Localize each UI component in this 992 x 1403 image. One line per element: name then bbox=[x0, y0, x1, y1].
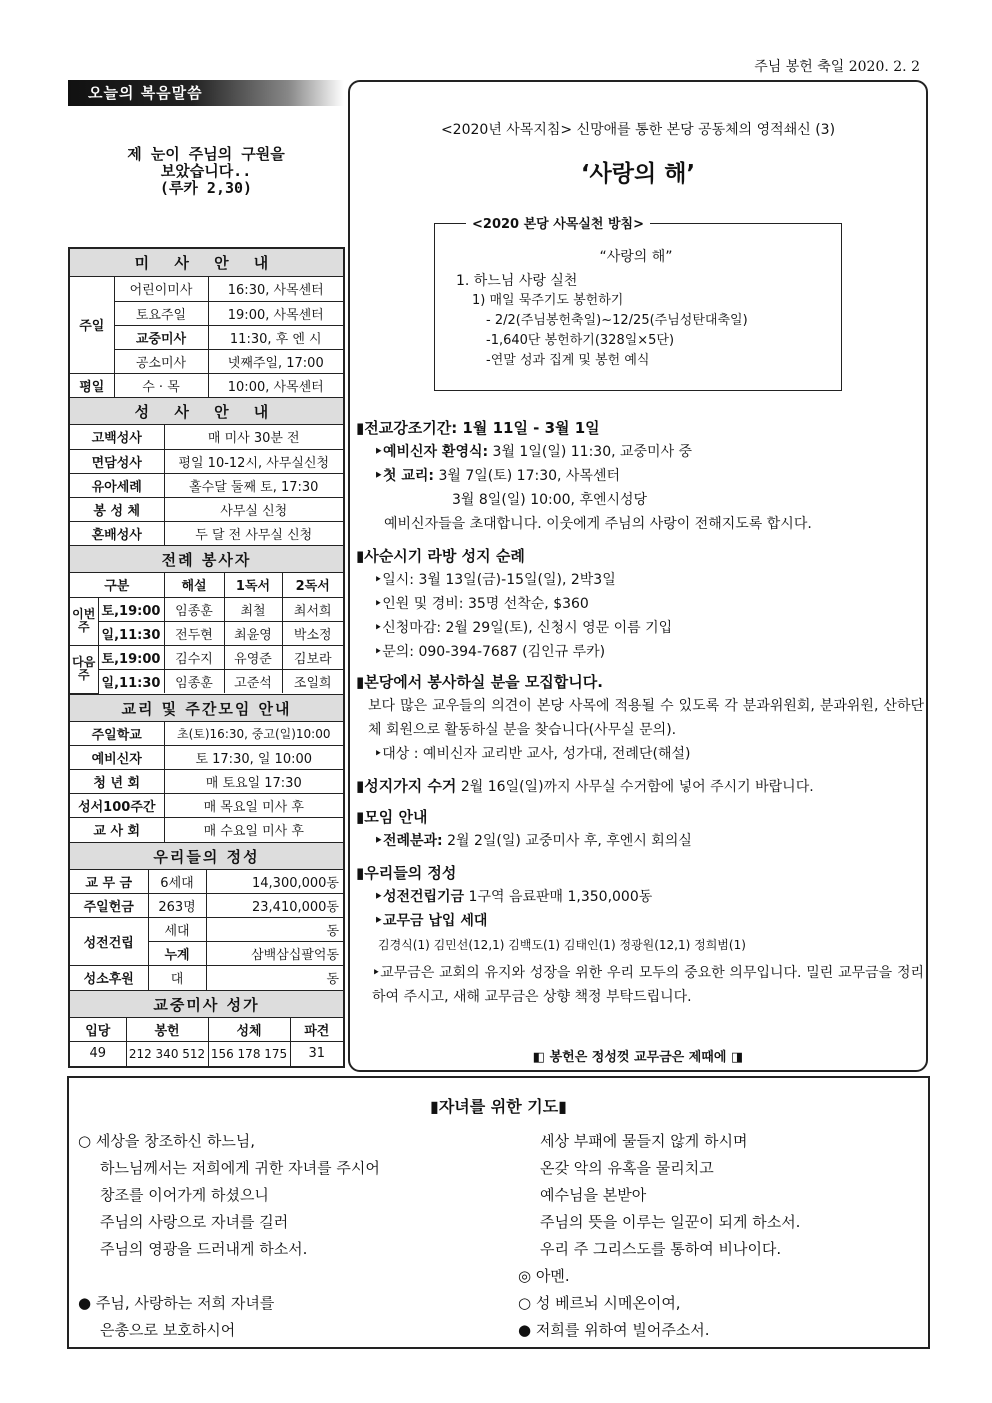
server-name: 조일희 bbox=[282, 669, 343, 693]
servers-table bbox=[70, 573, 343, 694]
news-text: 1구역 음료판매 1,350,000동 bbox=[464, 889, 653, 905]
mass-time: 넷째주일, 17:00 bbox=[208, 349, 343, 373]
prayer-line: 세상 부패에 물들지 않게 하시며 bbox=[540, 1132, 748, 1150]
sacrament-name: 고백성사 bbox=[70, 425, 164, 449]
news-label: ‣예비신자 환영식: bbox=[374, 444, 489, 460]
hymn-header: 파견 bbox=[290, 1018, 343, 1042]
pastoral-title: ‘사랑의 해’ bbox=[580, 161, 696, 187]
news-line: ‣일시: 3월 13일(금)-15일(일), 2박3일 bbox=[374, 572, 616, 588]
news-text: 3월 7일(토) 17:30, 사목센터 bbox=[434, 468, 621, 484]
server-name: 최윤영 bbox=[224, 621, 282, 645]
mass-time: 11:30, 후 엔 시 bbox=[208, 325, 343, 349]
news-label: ‣교무금 납입 세대 bbox=[374, 913, 488, 929]
offering-name: 주일헌금 bbox=[70, 894, 148, 918]
servers-header: 해설 bbox=[164, 573, 224, 597]
prayer-line: 주님의 영광을 드러내게 하소서. bbox=[100, 1240, 308, 1258]
prayer-spacer bbox=[78, 1263, 498, 1290]
info-sidebar bbox=[68, 247, 345, 1068]
news-text: 2월 2일(일) 교중미사 후, 후엔시 회의실 bbox=[442, 833, 692, 849]
prayer-line: 온갖 악의 유혹을 물리치고 bbox=[540, 1159, 714, 1177]
meeting-name: 주일학교 bbox=[70, 722, 164, 746]
news-line bbox=[356, 464, 924, 488]
news-line bbox=[356, 774, 924, 799]
mass-time: 10:00, 사목센터 bbox=[208, 373, 343, 397]
offering-section-title: 우리들의 정성 bbox=[70, 842, 343, 870]
hymn-number: 31 bbox=[290, 1042, 343, 1066]
prayer-left-column bbox=[78, 1128, 498, 1344]
hymn-header: 입당 bbox=[70, 1018, 126, 1042]
prayer-line: ○ 성 베르뇌 시메온이여, bbox=[518, 1294, 681, 1312]
servers-header: 1독서 bbox=[224, 573, 282, 597]
server-name: 박소정 bbox=[282, 621, 343, 645]
meeting-value: 매 목요일 미사 후 bbox=[164, 794, 343, 818]
this-week-label: 이번주 bbox=[70, 597, 98, 645]
sacrament-value: 홀수달 둘째 토, 17:30 bbox=[164, 473, 343, 497]
offering-name: 교 무 금 bbox=[70, 870, 148, 894]
offering-value: 14,300,000동 bbox=[206, 870, 343, 894]
policy-line: - 2/2(주님봉헌축일)~12/25(주님성탄대축일) bbox=[486, 313, 748, 328]
server-name: 김보라 bbox=[282, 645, 343, 669]
sacrament-name: 유아세례 bbox=[70, 473, 164, 497]
meeting-value: 매 수요일 미사 후 bbox=[164, 818, 343, 842]
news-heading: ▮성지가지 수거 bbox=[356, 777, 457, 795]
meetings-table bbox=[70, 722, 343, 842]
policy-box-label: <2020 본당 사목실천 방침> bbox=[466, 213, 650, 232]
offering-sub: 6세대 bbox=[148, 870, 206, 894]
server-day: 토,19:00 bbox=[98, 597, 164, 621]
hymn-number: 212 340 512 bbox=[126, 1042, 208, 1066]
meeting-value: 초(토)16:30, 중고(일)10:00 bbox=[164, 722, 343, 746]
sacrament-name: 면담성사 bbox=[70, 449, 164, 473]
offering-sub: 263명 bbox=[148, 894, 206, 918]
policy-content bbox=[456, 247, 836, 371]
offering-value: 삼백삼십팔억동 bbox=[206, 942, 343, 966]
mass-name: 어린이미사 bbox=[114, 277, 208, 301]
mass-name: 수 · 목 bbox=[114, 373, 208, 397]
mass-section-title: 미 사 안 내 bbox=[70, 249, 343, 277]
meetings-section-title: 교리 및 주간모임 안내 bbox=[70, 694, 343, 722]
hymn-header: 봉헌 bbox=[126, 1018, 208, 1042]
mass-time: 19:00, 사목센터 bbox=[208, 301, 343, 325]
policy-heading: “사랑의 해” bbox=[599, 249, 673, 265]
prayer-line: ○ 세상을 창조하신 하느님, bbox=[78, 1132, 256, 1150]
server-name: 최철 bbox=[224, 597, 282, 621]
server-name: 유영준 bbox=[224, 645, 282, 669]
pastoral-subtitle: <2020년 사목지침> 신망애를 통한 본당 공동체의 영적쇄신 (3) bbox=[440, 122, 836, 138]
offering-name: 성소후원 bbox=[70, 966, 148, 990]
news-text: 2월 16일(일)까지 사무실 수거함에 넣어 주시기 바랍니다. bbox=[456, 779, 814, 795]
meeting-value: 매 토요일 17:30 bbox=[164, 770, 343, 794]
server-name: 고준석 bbox=[224, 669, 282, 693]
meeting-value: 토 17:30, 일 10:00 bbox=[164, 746, 343, 770]
offering-table bbox=[70, 870, 343, 990]
mass-table bbox=[70, 277, 343, 397]
sacrament-value: 매 미사 30분 전 bbox=[164, 425, 343, 449]
server-name: 임종훈 bbox=[164, 597, 224, 621]
hymn-header: 성체 bbox=[208, 1018, 290, 1042]
prayer-line: 예수님을 본받아 bbox=[540, 1186, 647, 1204]
news-names: 김경식(1) 김민선(12,1) 김백도(1) 김태인(1) 정광원(12,1) 정희범(1) bbox=[378, 938, 746, 952]
mass-name: 공소미사 bbox=[114, 349, 208, 373]
hymn-number: 156 178 175 bbox=[208, 1042, 290, 1066]
servers-header: 구분 bbox=[70, 573, 164, 597]
sacrament-section-title: 성 사 안 내 bbox=[70, 397, 343, 425]
offering-sub: 세대 bbox=[148, 918, 206, 942]
prayer-line: 창조를 이어가게 하셨으니 bbox=[100, 1186, 269, 1204]
news-heading: ▮본당에서 봉사하실 분을 모집합니다. bbox=[356, 673, 603, 691]
news-paragraph: 보다 많은 교우들의 의견이 본당 사목에 적용될 수 있도록 각 분과위원회, 분과위원, 산하단체 회원으로 활동하실 분을 찾습니다(사무실 문의). bbox=[368, 698, 924, 738]
news-list bbox=[356, 410, 924, 1009]
bulletin-date: 주님 봉헌 축일 2020. 2. 2 bbox=[754, 59, 920, 75]
sacrament-value: 두 달 전 사무실 신청 bbox=[164, 521, 343, 545]
meeting-name: 예비신자 bbox=[70, 746, 164, 770]
servers-section-title: 전례 봉사자 bbox=[70, 545, 343, 573]
news-label: ‣성전건립기금 bbox=[374, 889, 465, 905]
news-line: ‣대상 : 예비신자 교리반 교사, 성가대, 전례단(해설) bbox=[374, 746, 691, 762]
news-heading: ▮사순시기 라방 성지 순례 bbox=[356, 547, 525, 565]
offering-sub: 대 bbox=[148, 966, 206, 990]
prayer-line: ● 저희를 위하여 빌어주소서. bbox=[518, 1321, 710, 1339]
news-line bbox=[356, 885, 924, 909]
server-day: 토,19:00 bbox=[98, 645, 164, 669]
gospel-title-bar: 오늘의 복음말씀 bbox=[68, 80, 344, 106]
server-name: 김수지 bbox=[164, 645, 224, 669]
server-day: 일,11:30 bbox=[98, 621, 164, 645]
news-line bbox=[356, 829, 924, 853]
servers-header: 2독서 bbox=[282, 573, 343, 597]
gospel-verse bbox=[68, 146, 344, 197]
prayer-line: 하느님께서는 저희에게 귀한 자녀를 주시어 bbox=[100, 1159, 380, 1177]
offering-sub: 누계 bbox=[148, 942, 206, 966]
gospel-reference: (루카 2,30) bbox=[159, 179, 253, 197]
meeting-name: 청 년 회 bbox=[70, 770, 164, 794]
news-heading: ▮모임 안내 bbox=[356, 808, 428, 826]
sacrament-value: 평일 10-12시, 사무실신청 bbox=[164, 449, 343, 473]
offering-name: 성전건립 bbox=[70, 918, 148, 966]
meeting-name: 성서100주간 bbox=[70, 794, 164, 818]
gospel-line: 보았습니다.. bbox=[160, 162, 252, 180]
news-label: ‣첫 교리: bbox=[374, 468, 434, 484]
hymn-number: 49 bbox=[70, 1042, 126, 1066]
sacrament-value: 사무실 신청 bbox=[164, 497, 343, 521]
prayer-line: 주님의 뜻을 이루는 일꾼이 되게 하소서. bbox=[540, 1213, 801, 1231]
hymns-section-title: 교중미사 성가 bbox=[70, 990, 343, 1018]
offering-value: 동 bbox=[206, 918, 343, 942]
hymns-table bbox=[70, 1018, 343, 1066]
news-line: 3월 8일(일) 10:00, 후엔시성당 bbox=[452, 492, 648, 508]
news-heading: ▮전교강조기간: 1월 11일 - 3월 1일 bbox=[356, 419, 600, 437]
sacrament-name: 봉 성 체 bbox=[70, 497, 164, 521]
sacrament-name: 혼배성사 bbox=[70, 521, 164, 545]
news-text: 3월 1일(일) 11:30, 교중미사 중 bbox=[488, 444, 693, 460]
news-paragraph: 예비신자들을 초대합니다. 이웃에게 주님의 사랑이 전해지도록 합시다. bbox=[384, 516, 812, 532]
prayer-line: ◎ 아멘. bbox=[518, 1267, 570, 1285]
weekday-label: 평일 bbox=[70, 373, 114, 397]
news-line: ‣신청마감: 2월 29일(토), 신청시 영문 이름 기입 bbox=[374, 620, 673, 636]
policy-line: 1) 매일 묵주기도 봉헌하기 bbox=[472, 293, 624, 308]
sacrament-table bbox=[70, 425, 343, 545]
mass-name: 토요주일 bbox=[114, 301, 208, 325]
offering-slogan: ◧ 봉헌은 정성껏 교무금은 제때에 ◨ bbox=[532, 1050, 744, 1065]
mass-name: 교중미사 bbox=[114, 325, 208, 349]
news-line: ‣문의: 090-394-7687 (김인규 루카) bbox=[374, 644, 606, 660]
offering-value: 동 bbox=[206, 966, 343, 990]
news-label: ‣전례분과: bbox=[374, 833, 443, 849]
prayer-line: 은총으로 보호하시어 bbox=[100, 1321, 236, 1339]
news-line: ‣인원 및 경비: 35명 선착순, $360 bbox=[374, 596, 589, 612]
server-name: 전두현 bbox=[164, 621, 224, 645]
prayer-title: ▮자녀를 위한 기도▮ bbox=[430, 1097, 567, 1116]
prayer-line: ● 주님, 사랑하는 저희 자녀를 bbox=[78, 1294, 275, 1312]
offering-value: 23,410,000동 bbox=[206, 894, 343, 918]
prayer-line: 주님의 사랑으로 자녀를 길러 bbox=[100, 1213, 289, 1231]
policy-line: -연말 성과 집계 및 봉헌 예식 bbox=[486, 353, 650, 368]
policy-line: 1. 하느님 사랑 실천 bbox=[456, 273, 578, 289]
server-name: 임종훈 bbox=[164, 669, 224, 693]
policy-line: -1,640단 봉헌하기(328일×5단) bbox=[486, 333, 675, 348]
news-paragraph: ‣교무금은 교회의 유지와 성장을 위한 우리 모두의 중요한 의무입니다. 밀린 교무금을 정리하여 주시고, 새해 교무금은 상향 책정 부탁드립니다. bbox=[372, 965, 924, 1005]
server-name: 최서희 bbox=[282, 597, 343, 621]
news-line bbox=[356, 440, 924, 464]
prayer-right-column bbox=[518, 1128, 918, 1344]
news-heading: ▮우리들의 정성 bbox=[356, 864, 457, 882]
meeting-name: 교 사 회 bbox=[70, 818, 164, 842]
prayer-line: 우리 주 그리스도를 통하여 비나이다. bbox=[540, 1240, 782, 1258]
gospel-line: 제 눈이 주님의 구원을 bbox=[127, 145, 285, 163]
server-day: 일,11:30 bbox=[98, 669, 164, 693]
mass-time: 16:30, 사목센터 bbox=[208, 277, 343, 301]
next-week-label: 다음주 bbox=[70, 645, 98, 693]
sunday-label: 주일 bbox=[70, 277, 114, 373]
